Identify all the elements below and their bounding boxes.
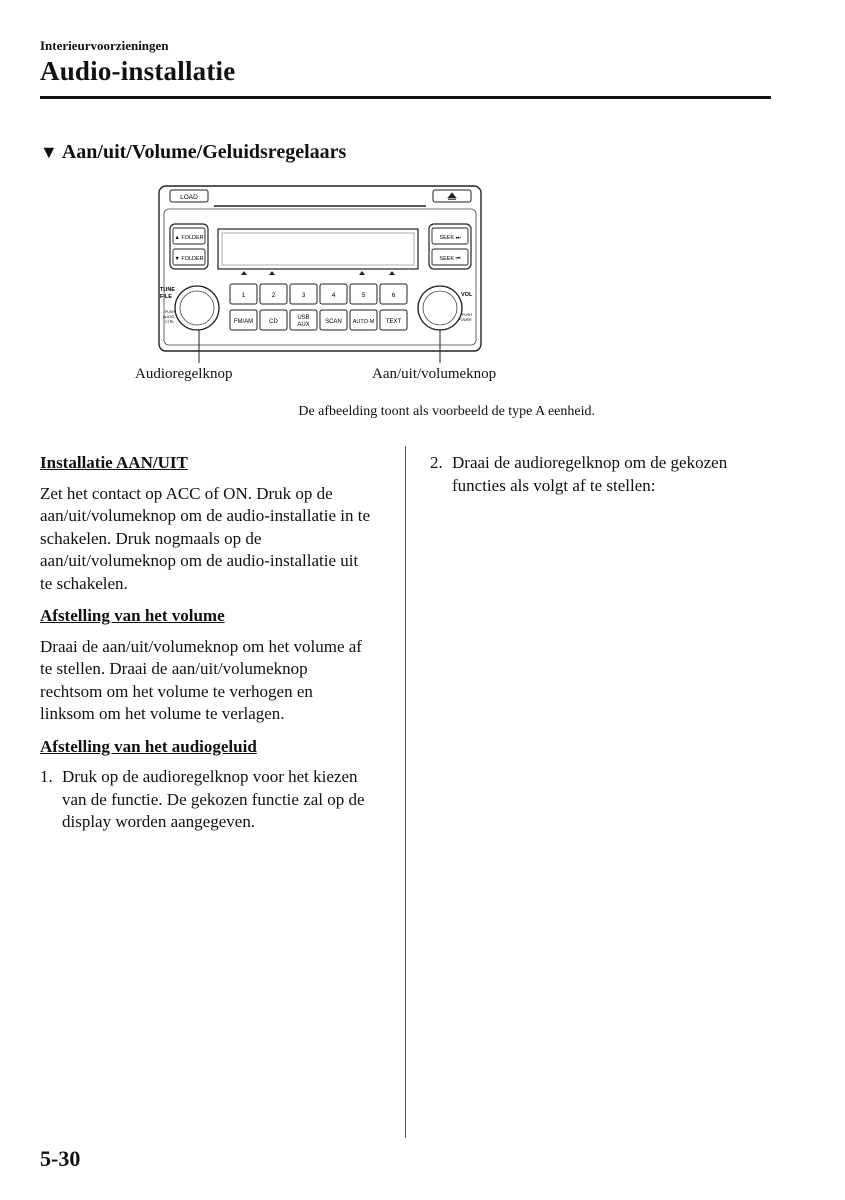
callout-audio-knob: Audioregelknop [135, 366, 233, 382]
aux-label: AUX [297, 322, 310, 328]
volume-paragraph: Draai de aan/uit/volumeknop om het volume af te stellen. Draai de aan/uit/volumeknop rechtsom om het volume te verhogen en linksom om het volume te verlagen. [40, 636, 362, 723]
audio-heading: Afstelling van het audiogeluid [40, 736, 257, 756]
audio-control-knob [175, 286, 219, 330]
scan-label: SCAN [325, 319, 342, 325]
title-divider [40, 96, 771, 99]
callout-power-volume-knob: Aan/uit/volumeknop [372, 366, 497, 382]
section-heading-text: Aan/uit/Volume/Geluidsregelaars [61, 141, 347, 163]
display-window [218, 229, 418, 269]
tune-label: TUNE [160, 287, 175, 293]
preset-label-5: 5 [361, 292, 366, 299]
push-power-label-2: POWER [458, 318, 472, 322]
section-heading [40, 141, 346, 164]
folder-down-label: ▼ FOLDER [174, 256, 204, 262]
seek-prev-label: SEEK ⏮ [439, 256, 461, 262]
preset-label-6: 6 [391, 292, 396, 299]
power-volume-knob [418, 286, 462, 330]
right-column [430, 452, 775, 497]
step-1 [40, 766, 370, 834]
usb-label: USB [297, 315, 310, 321]
volume-heading: Afstelling van het volume [40, 606, 225, 625]
push-power-label-1: PUSH [462, 313, 472, 317]
page-number: 5-30 [40, 1146, 81, 1171]
preset-label-1: 1 [241, 292, 246, 299]
column-divider [405, 446, 406, 1138]
ctrl-label: CTRL [165, 320, 175, 324]
folder-up-label: ▲ FOLDER [174, 235, 204, 241]
preset-label-3: 3 [301, 292, 306, 299]
step-1-number: 1. [40, 767, 53, 786]
file-label: FILE [160, 294, 172, 300]
load-label: LOAD [180, 194, 198, 201]
power-paragraph: Zet het contact op ACC of ON. Druk op de aan/uit/volumeknop om de audio-installatie in te schakelen. Druk nogmaals op de aan/uit/volumeknop om de audio-installatie uit te schakelen. [40, 483, 371, 593]
push-label: PUSH [165, 310, 175, 314]
audio-label: AUDIO [163, 315, 175, 319]
left-column [40, 452, 370, 834]
preset-label-2: 2 [271, 292, 276, 299]
step-2-number: 2. [430, 453, 443, 472]
step-1-text: Druk op de audioregelknop voor het kiezen van de functie. De gekozen functie zal op de display worden aangegeven. [62, 767, 365, 831]
triangle-down-icon: ▼ [40, 142, 58, 162]
power-heading: Installatie AAN/UIT [40, 453, 188, 472]
auto-m-label: AUTO·M [352, 319, 375, 325]
figure-caption: De afbeelding toont als voorbeeld de type A eenheid. [298, 404, 595, 419]
preset-label-4: 4 [331, 292, 336, 299]
seek-next-label: SEEK ⏭ [439, 235, 461, 241]
step-2 [430, 452, 775, 497]
vol-label: VOL [461, 292, 473, 298]
breadcrumb: Interieurvoorzieningen [40, 38, 169, 53]
page-title: Audio-installatie [40, 56, 236, 86]
audio-unit-illustration [156, 183, 486, 363]
text-label: TEXT [385, 319, 402, 325]
cd-label: CD [269, 319, 278, 325]
fm-am-label: FM/AM [233, 319, 254, 325]
step-2-text: Draai de audioregelknop om de gekozen functies als volgt af te stellen: [452, 453, 728, 495]
